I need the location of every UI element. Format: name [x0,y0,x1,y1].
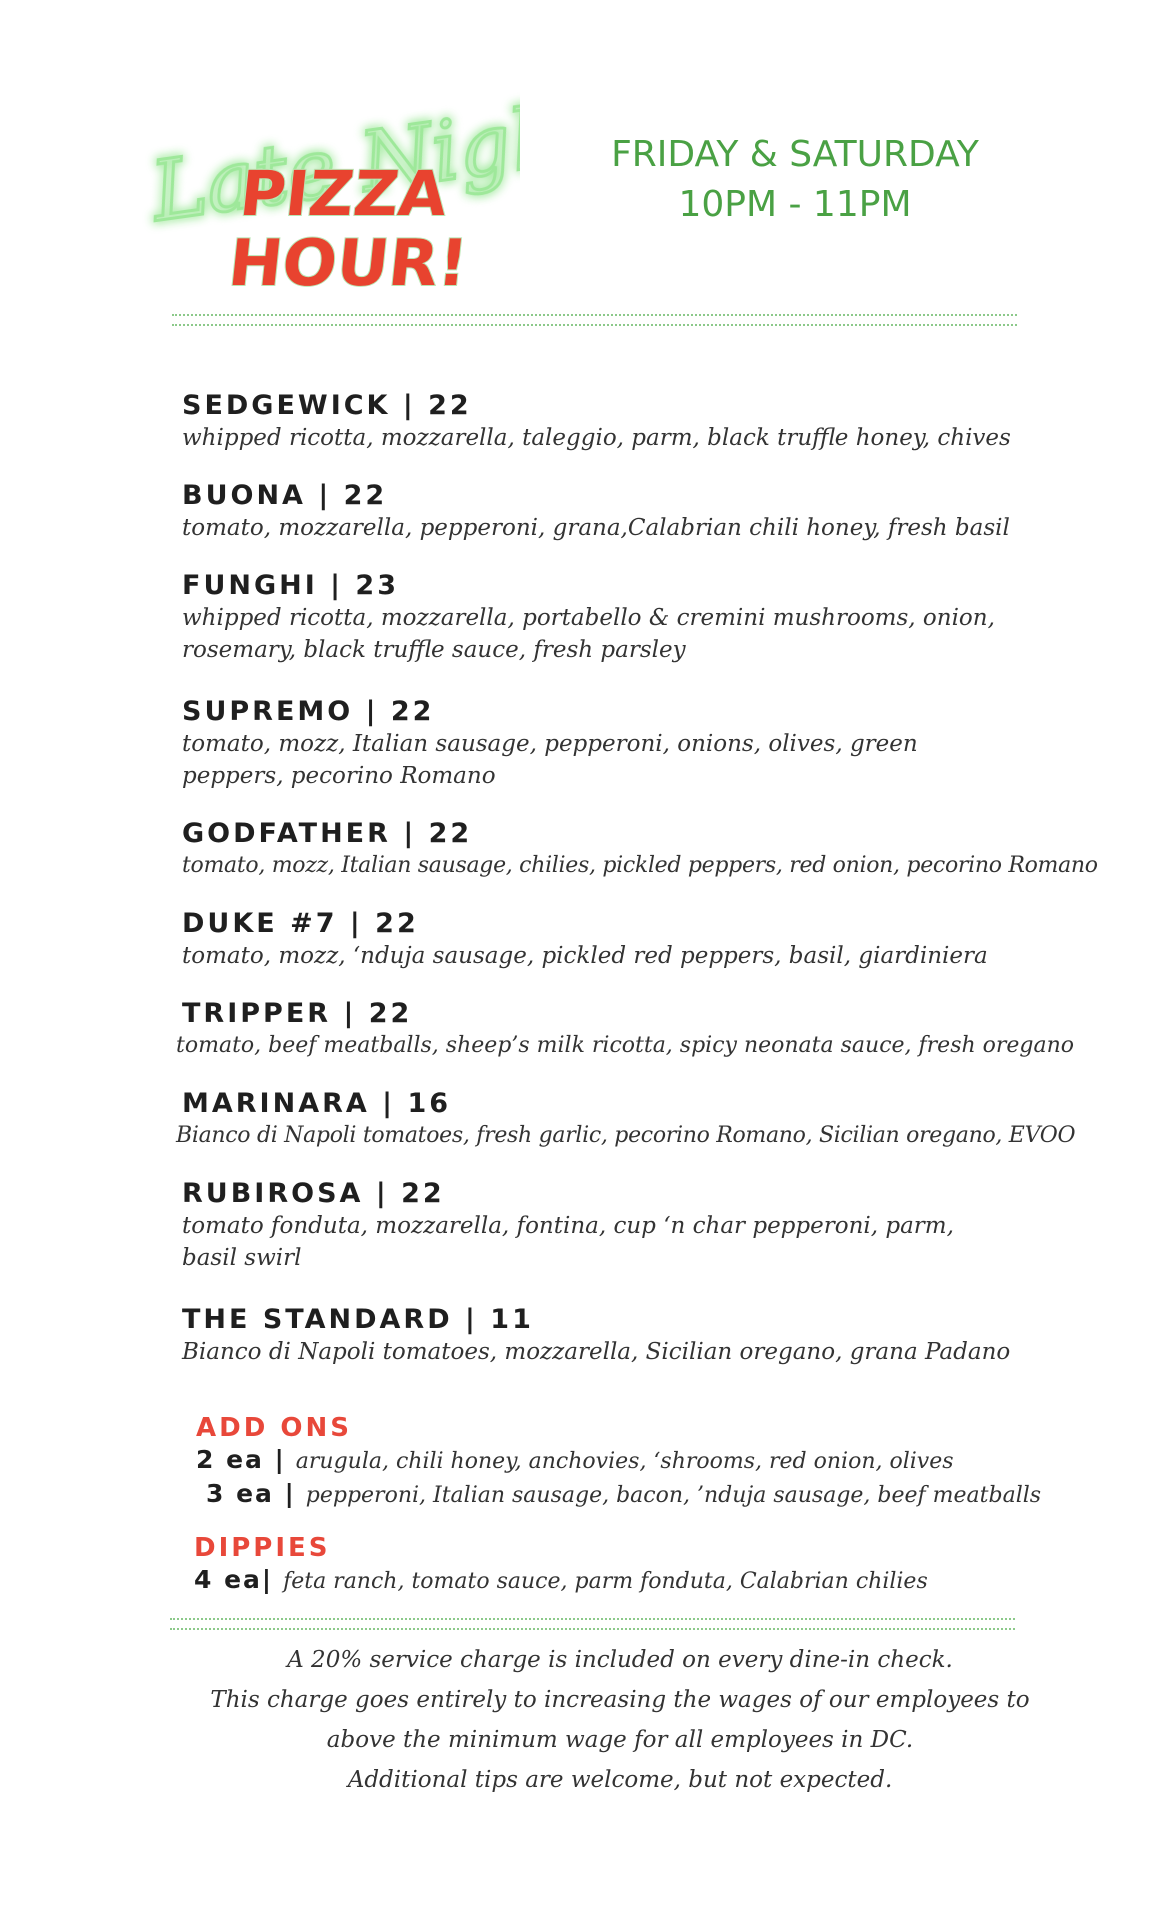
logo-script-text: Late Night [145,84,520,241]
footer-line: Additional tips are welcome, but not expected. [347,1767,893,1793]
dippies-price: 4 ea| [194,1565,274,1594]
item-description: whipped ricotta, mozzarella, taleggio, parm, black truffle honey, chives [182,425,1011,451]
menu-item [176,1088,1076,1152]
item-name: SUPREMO | 22 [182,696,435,727]
menu-item [182,818,1098,882]
top-divider [172,314,1017,326]
menu-item [182,480,1042,544]
item-description: Bianco di Napoli tomatoes, mozzarella, Sicilian oregano, grana Padano [182,1339,1011,1365]
dippies-items: feta ranch, tomato sauce, parm fonduta, Calabrian chilies [283,1569,928,1594]
item-name: MARINARA | 16 [182,1088,452,1119]
item-name: DUKE #7 | 22 [182,908,419,939]
item-name: SEDGEWICK | 22 [182,390,472,421]
item-description: tomato, mozz, Italian sausage, chilies, pickled peppers, red onion, pecorino Romano [182,853,1098,878]
menu-item [176,998,1075,1062]
add-on-price: 3 ea | [206,1479,296,1508]
menu-item [182,570,1042,666]
item-name: FUNGHI | 23 [182,570,400,601]
item-name: TRIPPER | 22 [182,998,413,1029]
dippies-section [194,1532,1054,1598]
footer-line: A 20% service charge is included on every dine-in check. [287,1647,953,1673]
add-on-line [206,1478,1056,1512]
item-name: THE STANDARD | 11 [182,1304,534,1335]
add-ons-section [196,1412,1056,1512]
item-name: BUONA | 22 [182,480,388,511]
footer-line: This charge goes entirely to increasing the wages of our employees to [210,1687,1030,1713]
bottom-divider [170,1618,1015,1630]
add-on-items: arugula, chili honey, anchovies, ‘shrooms, red onion, olives [295,1449,954,1474]
menu-item [182,1178,1042,1274]
schedule-days: FRIDAY & SATURDAY [611,134,979,175]
schedule-header [560,130,1030,230]
late-night-pizza-logo [140,45,520,305]
add-ons-title: ADD ONS [196,1413,352,1443]
add-on-items: pepperoni, Italian sausage, bacon, ’nduja sausage, beef meatballs [305,1483,1042,1508]
add-on-price: 2 ea | [196,1445,286,1474]
item-description: Bianco di Napoli tomatoes, fresh garlic, pecorino Romano, Sicilian oregano, EVOO [176,1123,1076,1148]
item-name: RUBIROSA | 22 [182,1178,445,1209]
item-description: tomato, mozzarella, pepperoni, grana,Calabrian chili honey, fresh basil [182,515,1010,541]
item-name: GODFATHER | 22 [182,818,473,849]
footer-line: above the minimum wage for all employees in DC. [326,1727,914,1753]
menu-item [182,390,1042,454]
menu-item [182,696,1042,792]
item-description: whipped ricotta, mozzarella, portabello & cremini mushrooms, onion, rosemary, black truffle sauce, fresh parsley [182,605,995,663]
add-on-line [196,1444,1056,1478]
service-charge-note [200,1640,1040,1800]
logo-pizza-text: PIZZA [236,157,451,230]
dippies-line [194,1564,1054,1598]
schedule-hours: 10PM - 11PM [678,184,912,225]
item-description: tomato, beef meatballs, sheep’s milk ricotta, spicy neonata sauce, fresh oregano [176,1033,1075,1058]
dippies-title: DIPPIES [194,1533,331,1563]
menu-item [182,908,1042,972]
item-description: tomato, mozz, Italian sausage, pepperoni, onions, olives, green peppers, pecorino Romano [182,731,918,789]
menu-item [182,1304,1042,1368]
item-description: tomato fonduta, mozzarella, fontina, cup ‘n char pepperoni, parm, basil swirl [182,1213,954,1271]
item-description: tomato, mozz, ‘nduja sausage, pickled red peppers, basil, giardiniera [182,943,988,969]
logo-hour-text: HOUR! [225,226,472,301]
